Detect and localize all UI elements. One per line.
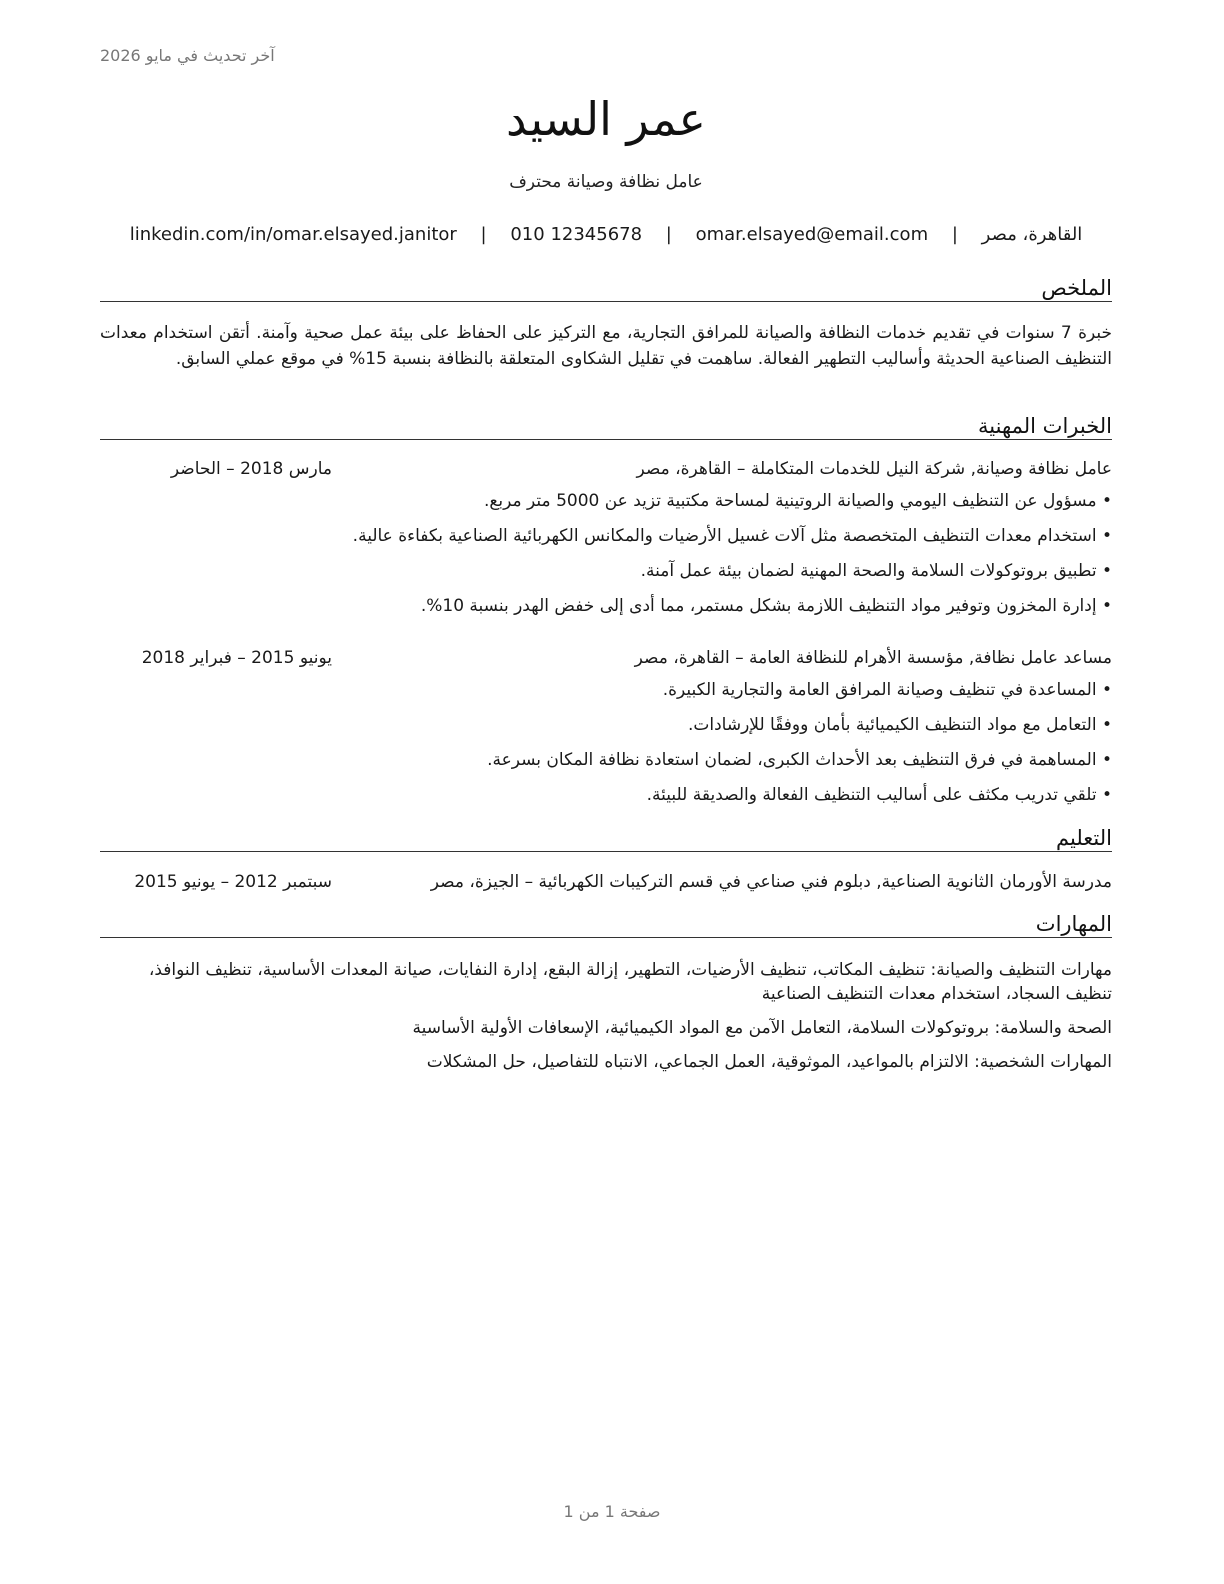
contact-phone[interactable]: 010 12345678 [510,224,643,245]
contact-separator: | [665,224,672,245]
contact-line [100,224,1112,245]
skills-row: المهارات الشخصية: الالتزام بالمواعيد، الموثوقية، العمل الجماعي، الانتباه للتفاصيل، حل المشكلات [426,1052,1112,1072]
summary-text: خبرة 7 سنوات في تقديم خدمات النظافة والصيانة للمرافق التجارية، مع التركيز على الحفاظ على بيئة عمل صحية وآمنة. أتقن استخدام معدات التنظيف الصناعية الحديثة وأساليب التطهير الفعالة. ساهمت في تقليل الشكاوى المتعلقة بالنظافة بنسبة 15% في موقع عملي السابق. [100,323,1112,369]
skills-heading: المهارات [100,912,1112,938]
list-item: • المساعدة في تنظيف وصيانة المرافق العامة والتجارية الكبيرة. [100,677,1112,712]
contact-separator: | [480,224,487,245]
contact-email[interactable]: omar.elsayed@email.com [695,224,929,245]
candidate-name: عمر السيد [506,92,706,146]
list-item: • تلقي تدريب مكثف على أساليب التنظيف الفعالة والصديقة للبيئة. [100,782,1112,817]
job-1-dates: مارس 2018 – الحاضر [170,459,332,479]
skills-list [100,958,1112,1084]
job-2-header [100,648,1112,672]
page-number: صفحة 1 من 1 [563,1502,661,1521]
contact-linkedin[interactable]: linkedin.com/in/omar.elsayed.janitor [129,224,457,245]
education-heading: التعليم [100,826,1112,852]
job-1-header [100,459,1112,483]
list-item: • مسؤول عن التنظيف اليومي والصيانة الروتينية لمساحة مكتبية تزيد عن 5000 متر مربع. [100,488,1112,523]
summary-heading: الملخص [100,276,1112,302]
experience-heading: الخبرات المهنية [100,414,1112,440]
resume-page [100,0,1112,1584]
job-2-role: مساعد عامل نظافة, مؤسسة الأهرام للنظافة العامة – القاهرة، مصر [634,648,1112,668]
job-1-role: عامل نظافة وصيانة, شركة النيل للخدمات المتكاملة – القاهرة، مصر [636,459,1112,479]
education-entry: مدرسة الأورمان الثانوية الصناعية, دبلوم فني صناعي في قسم التركيبات الكهربائية – الجيزة، مصر [430,872,1112,892]
education-dates: سبتمبر 2012 – يونيو 2015 [134,872,332,892]
skills-row: مهارات التنظيف والصيانة: تنظيف المكاتب، تنظيف الأرضيات، التطهير، إزالة البقع، إدارة النفايات، صيانة المعدات الأساسية، تنظيف النوافذ، تنظيف السجاد، استخدام معدات التنظيف الصناعية [148,960,1112,1004]
job-2-dates: يونيو 2015 – فبراير 2018 [141,648,332,668]
skills-row: الصحة والسلامة: بروتوكولات السلامة، التعامل الآمن مع المواد الكيميائية، الإسعافات الأولية الأساسية [412,1018,1112,1038]
contact-location: القاهرة، مصر [981,224,1083,245]
list-item: • تطبيق بروتوكولات السلامة والصحة المهنية لضمان بيئة عمل آمنة. [100,558,1112,593]
job-2-bullets [100,677,1112,817]
contact-separator: | [951,224,958,245]
last-updated: آخر تحديث في مايو 2026 [100,46,275,65]
list-item: • إدارة المخزون وتوفير مواد التنظيف اللازمة بشكل مستمر، مما أدى إلى خفض الهدر بنسبة 10%. [100,593,1112,628]
education-entry-row [100,872,1112,896]
list-item: • استخدام معدات التنظيف المتخصصة مثل آلات غسيل الأرضيات والمكانس الكهربائية الصناعية بكفاءة عالية. [100,523,1112,558]
job-title: عامل نظافة وصيانة محترف [509,172,703,192]
list-item: • التعامل مع مواد التنظيف الكيميائية بأمان ووفقًا للإرشادات. [100,712,1112,747]
list-item: • المساهمة في فرق التنظيف بعد الأحداث الكبرى، لضمان استعادة نظافة المكان بسرعة. [100,747,1112,782]
job-1-bullets [100,488,1112,628]
